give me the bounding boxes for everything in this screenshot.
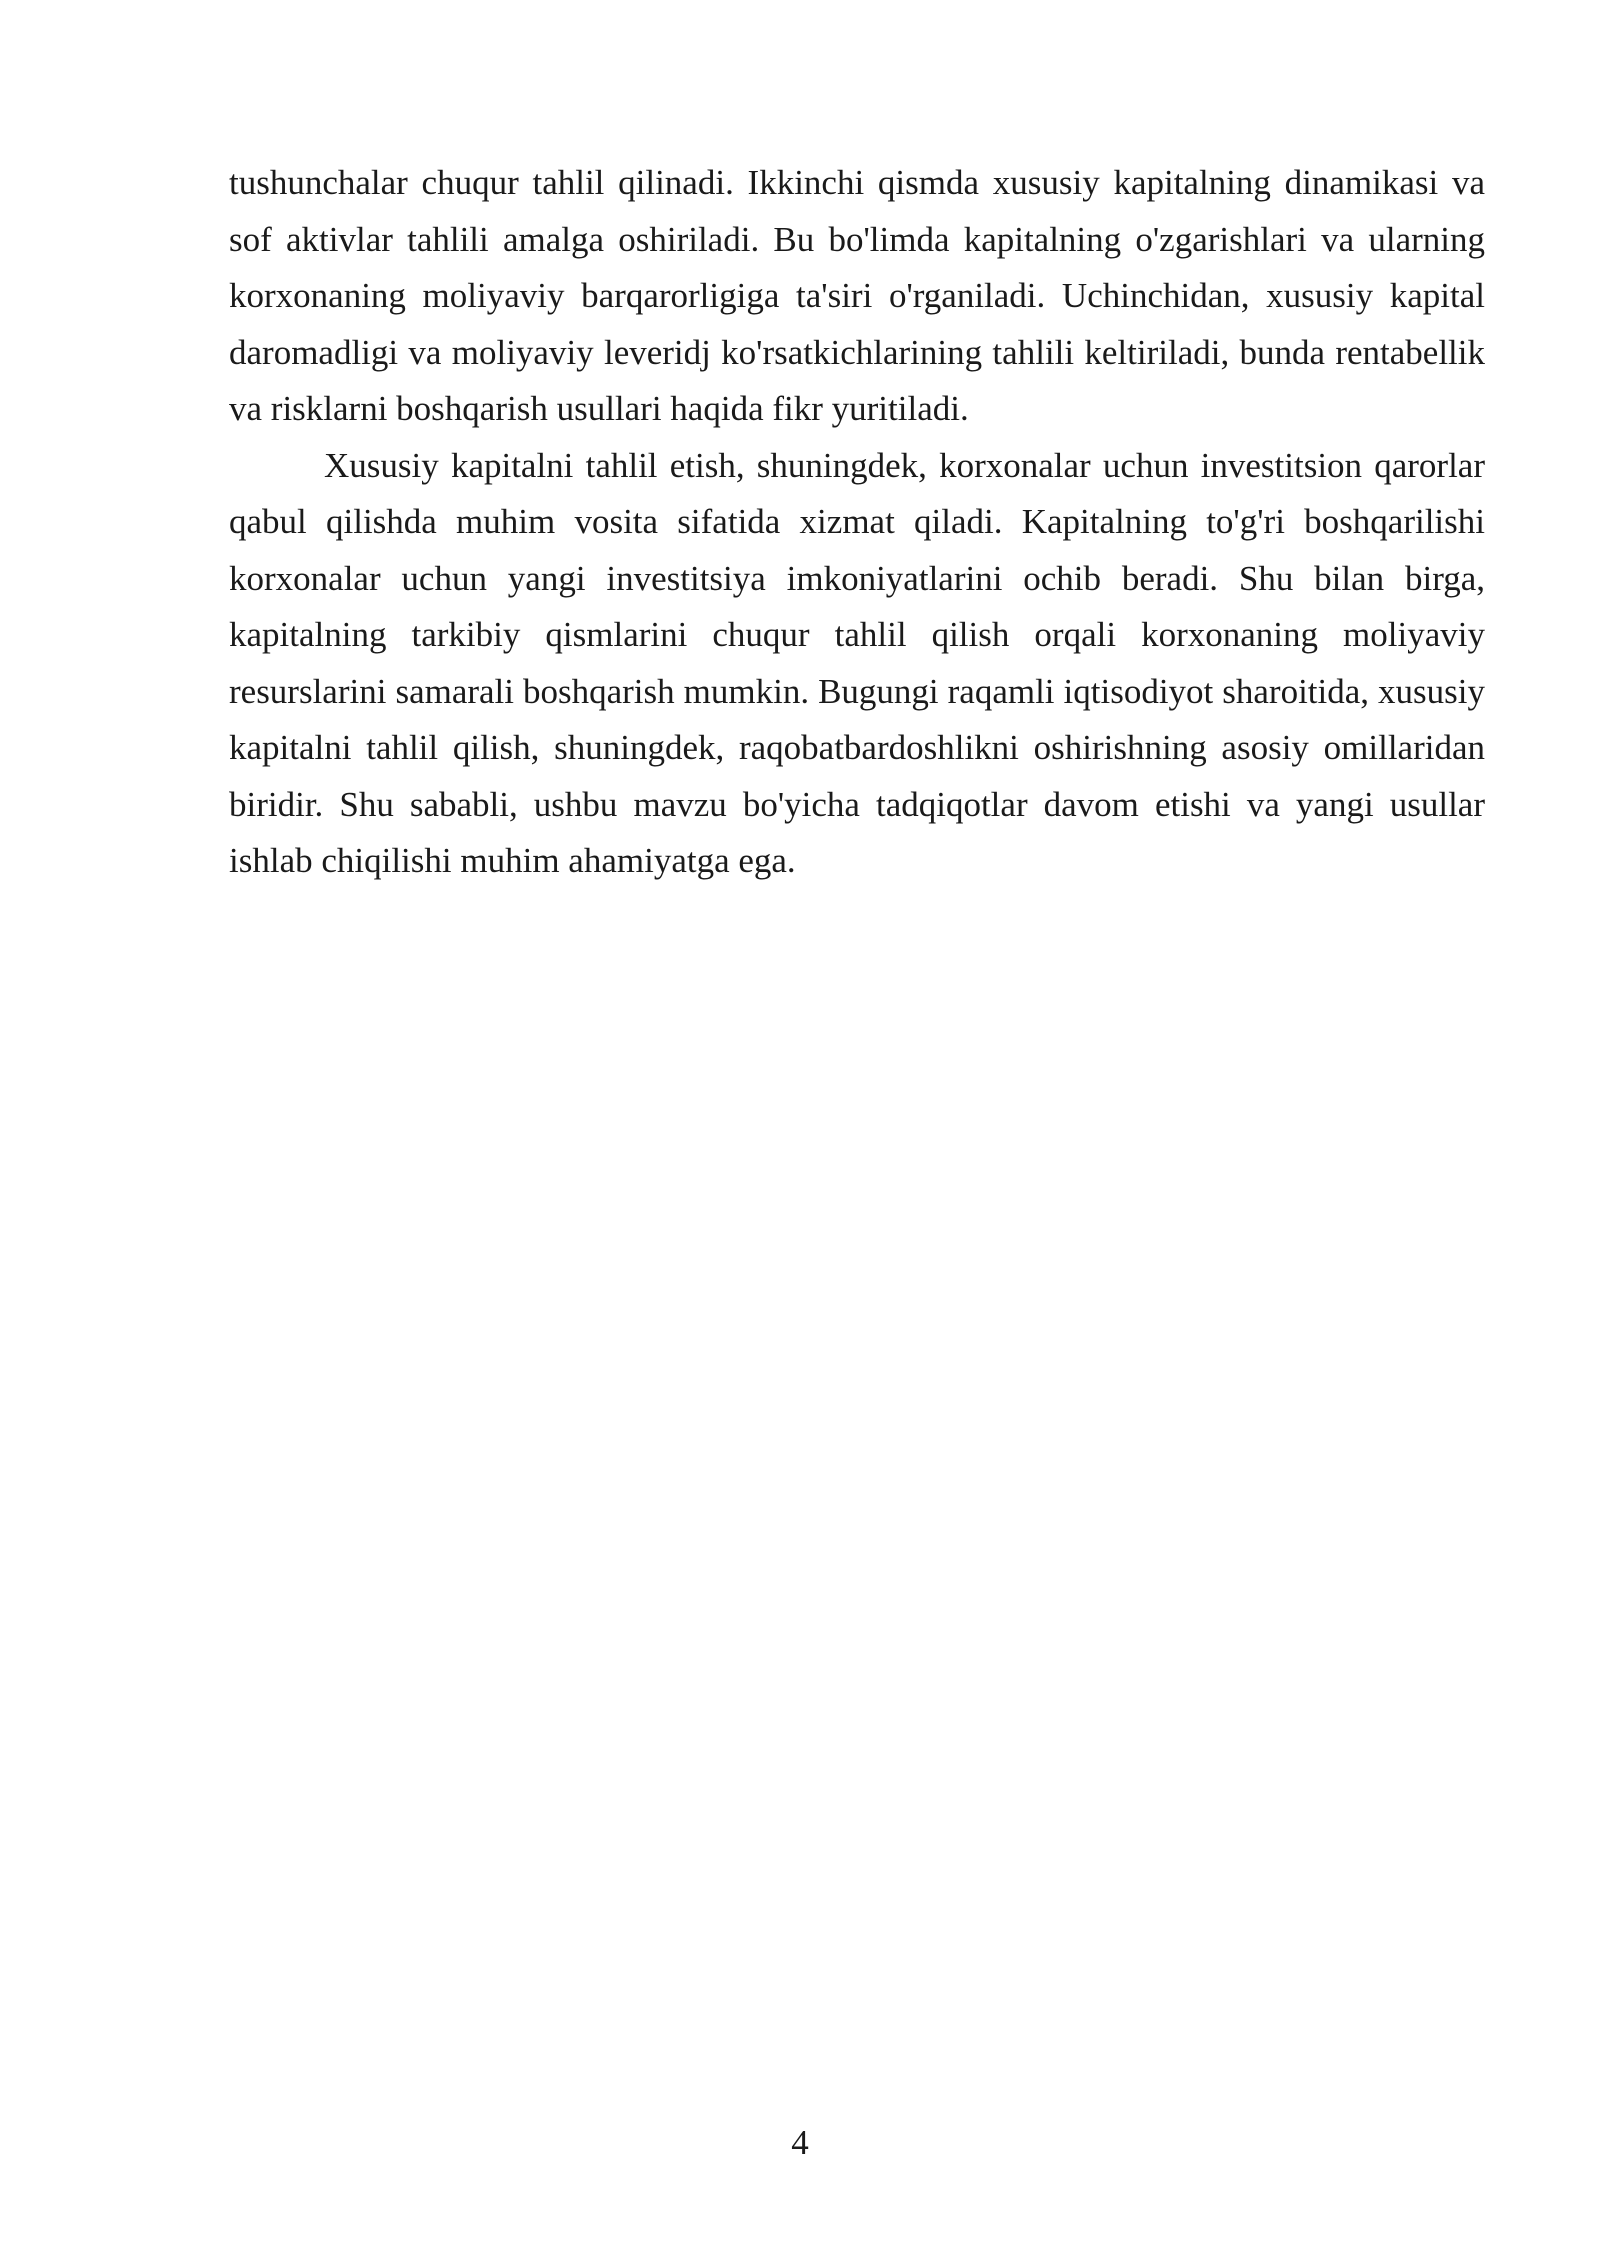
body-text — [229, 155, 1485, 890]
page-number: 4 — [791, 2123, 809, 2162]
paragraph-continuation: tushunchalar chuqur tahlil qilinadi. Ikkinchi qismda xususiy kapitalning dinamikasi va sof aktivlar tahlili amalga oshiriladi. Bu bo'limda kapitalning o'zgarishlari va ularning korxonaning moliyaviy barqarorligiga ta'siri o'rganiladi. Uchinchidan, xususiy kapital daromadligi va moliyaviy leveridj ko'rsatkichlarining tahlili keltiriladi, bunda rentabellik va risklarni boshqarish usullari haqida fikr yuritiladi. — [229, 163, 1485, 428]
paragraph-investment-decisions: Xususiy kapitalni tahlil etish, shuningdek, korxonalar uchun investitsion qarorlar qabul qilishda muhim vosita sifatida xizmat qiladi. Kapitalning to'g'ri boshqarilishi korxonalar uchun yangi investitsiya imkoniyatlarini ochib beradi. Shu bilan birga, kapitalning tarkibiy qismlarini chuqur tahlil qilish orqali korxonaning moliyaviy resurslarini samarali boshqarish mumkin. Bugungi raqamli iqtisodiyot sharoitida, xususiy kapitalni tahlil qilish, shuningdek, raqobatbardoshlikni oshirishning asosiy omillaridan biridir. Shu sababli, ushbu mavzu bo'yicha tadqiqotlar davom etishi va yangi usullar ishlab chiqilishi muhim ahamiyatga ega. — [229, 445, 1485, 880]
